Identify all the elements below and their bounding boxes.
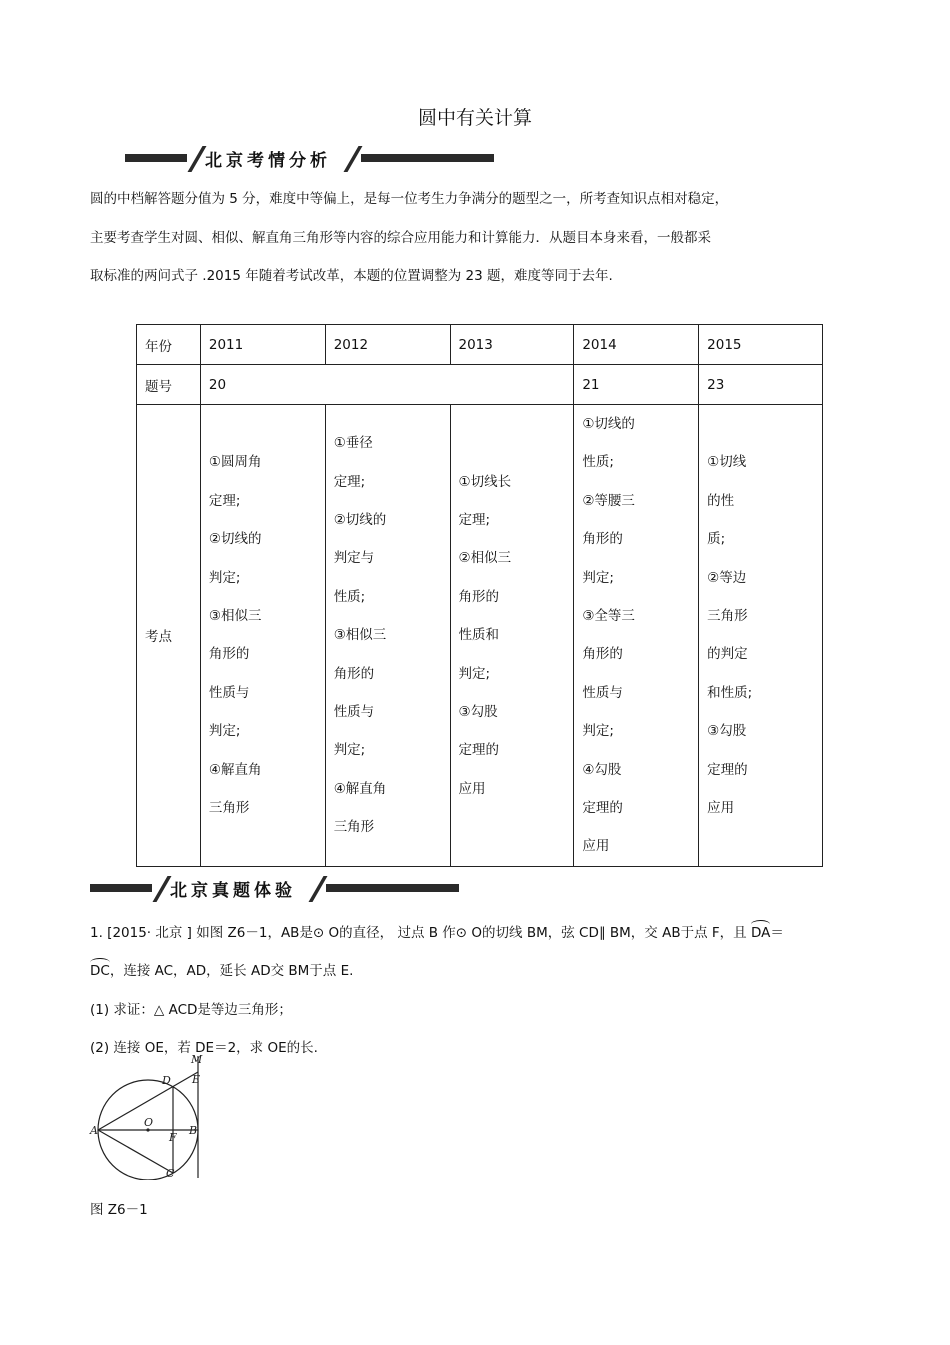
- point-line: ①圆周角: [208, 454, 262, 471]
- number-cell: 21: [574, 365, 699, 405]
- table-row-year: [137, 325, 823, 365]
- intro-line-1: 圆的中档解答题分值为 5 分，难度中等偏上，是每一位考生力争满分的题型之一，所考查知识点相对稳定，: [90, 191, 729, 207]
- point-line: 定理的: [458, 742, 499, 759]
- point-line: ④解直角: [208, 761, 262, 778]
- row-label: 考点: [137, 405, 201, 867]
- point-line: 角形的: [333, 665, 375, 682]
- section-banner-real-questions: [90, 876, 460, 900]
- point-line: 性质与: [333, 704, 375, 721]
- point-line: 判定;: [582, 723, 614, 740]
- point-line: ④勾股: [582, 761, 622, 778]
- point-line: 定理的: [707, 761, 748, 778]
- year-cell: 2011: [200, 325, 325, 365]
- question-part-1: (1) 求证：△ ACD是等边三角形；: [90, 1002, 292, 1018]
- point-line: 应用: [707, 800, 735, 817]
- points-cell: [325, 405, 450, 867]
- point-line: ③全等三: [582, 608, 635, 625]
- point-line: 定理;: [458, 512, 491, 529]
- points-cell: [200, 405, 325, 867]
- point-line: ③勾股: [707, 723, 747, 740]
- points-cell: [699, 405, 823, 867]
- point-line: ①切线的: [582, 416, 635, 432]
- page-title: 圆中有关计算: [417, 107, 532, 129]
- question-text: 1. [2015· 北京 ] 如图 Z6－1，AB是⊙ O的直径， 过点 B 作⊙ O的切线 BM，弦 CD∥ BM，交 AB于点 F，且: [90, 925, 747, 941]
- label-m: M: [191, 1053, 203, 1066]
- point-line: ②相似三: [458, 550, 512, 567]
- figure-caption: 图 Z6－1: [90, 1202, 148, 1218]
- year-cell: 2013: [450, 325, 574, 365]
- arc-dc: DC: [90, 963, 110, 979]
- point-line: ①切线长: [458, 473, 512, 490]
- point-line: 质;: [707, 531, 726, 548]
- points-cell: [574, 405, 699, 867]
- table-row-points: [137, 405, 823, 867]
- question-line-1: [90, 921, 784, 941]
- point-line: 角形的: [582, 531, 623, 548]
- point-line: 判定与: [333, 550, 375, 567]
- point-line: 判定;: [458, 665, 491, 682]
- question-text: ，连接 AC，AD，延长 AD交 BM于点 E.: [109, 963, 354, 979]
- equals-sign: ＝: [770, 925, 784, 941]
- point-line: 角形的: [458, 588, 499, 605]
- point-line: 性质与: [582, 684, 623, 701]
- year-cell: 2015: [699, 325, 823, 365]
- point-line: 三角形: [333, 819, 375, 836]
- table-row-number: [137, 365, 823, 405]
- label-a: A: [90, 1124, 98, 1137]
- label-f: F: [169, 1131, 177, 1144]
- point-line: ④解直角: [333, 780, 387, 797]
- point-line: 三角形: [707, 608, 748, 625]
- label-d: D: [162, 1074, 171, 1087]
- point-line: 角形的: [208, 646, 250, 663]
- intro-line-2: 主要考查学生对圆、相似、解直角三角形等内容的综合应用能力和计算能力．从题目本身来看，一般都采: [90, 230, 711, 246]
- point-line: 性质与: [208, 684, 250, 701]
- section-heading: 北京真题体验: [170, 881, 296, 901]
- question-part-2: (2) 连接 OE，若 DE＝2，求 OE的长.: [90, 1040, 318, 1056]
- point-line: ①切线: [707, 454, 747, 471]
- label-b: B: [189, 1124, 198, 1137]
- point-line: 判定;: [208, 569, 241, 586]
- point-line: 的性: [707, 492, 735, 509]
- point-line: 定理;: [333, 473, 366, 490]
- point-line: 角形的: [582, 646, 623, 663]
- point-line: 判定;: [333, 742, 366, 759]
- row-label: 题号: [137, 365, 201, 405]
- point-line: 判定;: [208, 723, 241, 740]
- intro-line-3: 取标准的两问式子 .2015 年随着考试改革，本题的位置调整为 23 题，难度等同于去年.: [90, 268, 613, 284]
- point-line: 应用: [582, 838, 610, 855]
- point-line: ③相似三: [208, 608, 262, 625]
- point-line: ②切线的: [333, 512, 387, 529]
- section-heading: 北京考情分析: [205, 151, 331, 171]
- exam-points-table: [136, 324, 823, 867]
- year-cell: 2012: [325, 325, 450, 365]
- label-o: O: [144, 1116, 154, 1129]
- section-banner-exam-analysis: [125, 146, 495, 170]
- number-cell: 23: [699, 365, 823, 405]
- row-label: 年份: [137, 325, 201, 365]
- point-line: 应用: [458, 780, 486, 797]
- point-line: 定理的: [582, 800, 623, 817]
- year-cell: 2014: [574, 325, 699, 365]
- point-line: ①垂径: [333, 435, 373, 452]
- label-c: C: [166, 1167, 175, 1180]
- point-line: 判定;: [582, 569, 614, 586]
- point-line: ②等腰三: [582, 492, 635, 509]
- point-line: 的判定: [707, 646, 748, 663]
- point-line: 性质;: [333, 588, 366, 605]
- point-line: 定理;: [208, 492, 241, 509]
- point-line: ②等边: [707, 569, 747, 586]
- point-line: 性质;: [582, 454, 614, 471]
- point-line: 和性质;: [707, 684, 753, 701]
- point-line: ②切线的: [208, 531, 262, 548]
- points-cell: [450, 405, 574, 867]
- line-ac: [98, 1130, 173, 1173]
- point-line: 三角形: [208, 800, 250, 817]
- number-cell: 20: [200, 365, 573, 405]
- label-e: E: [192, 1073, 201, 1086]
- point-line: ③相似三: [333, 627, 387, 644]
- point-line: ③勾股: [458, 704, 498, 721]
- point-line: 性质和: [458, 627, 499, 644]
- arc-da: DA: [750, 925, 771, 941]
- geometry-figure: [88, 1050, 218, 1180]
- question-line-2: [90, 959, 353, 979]
